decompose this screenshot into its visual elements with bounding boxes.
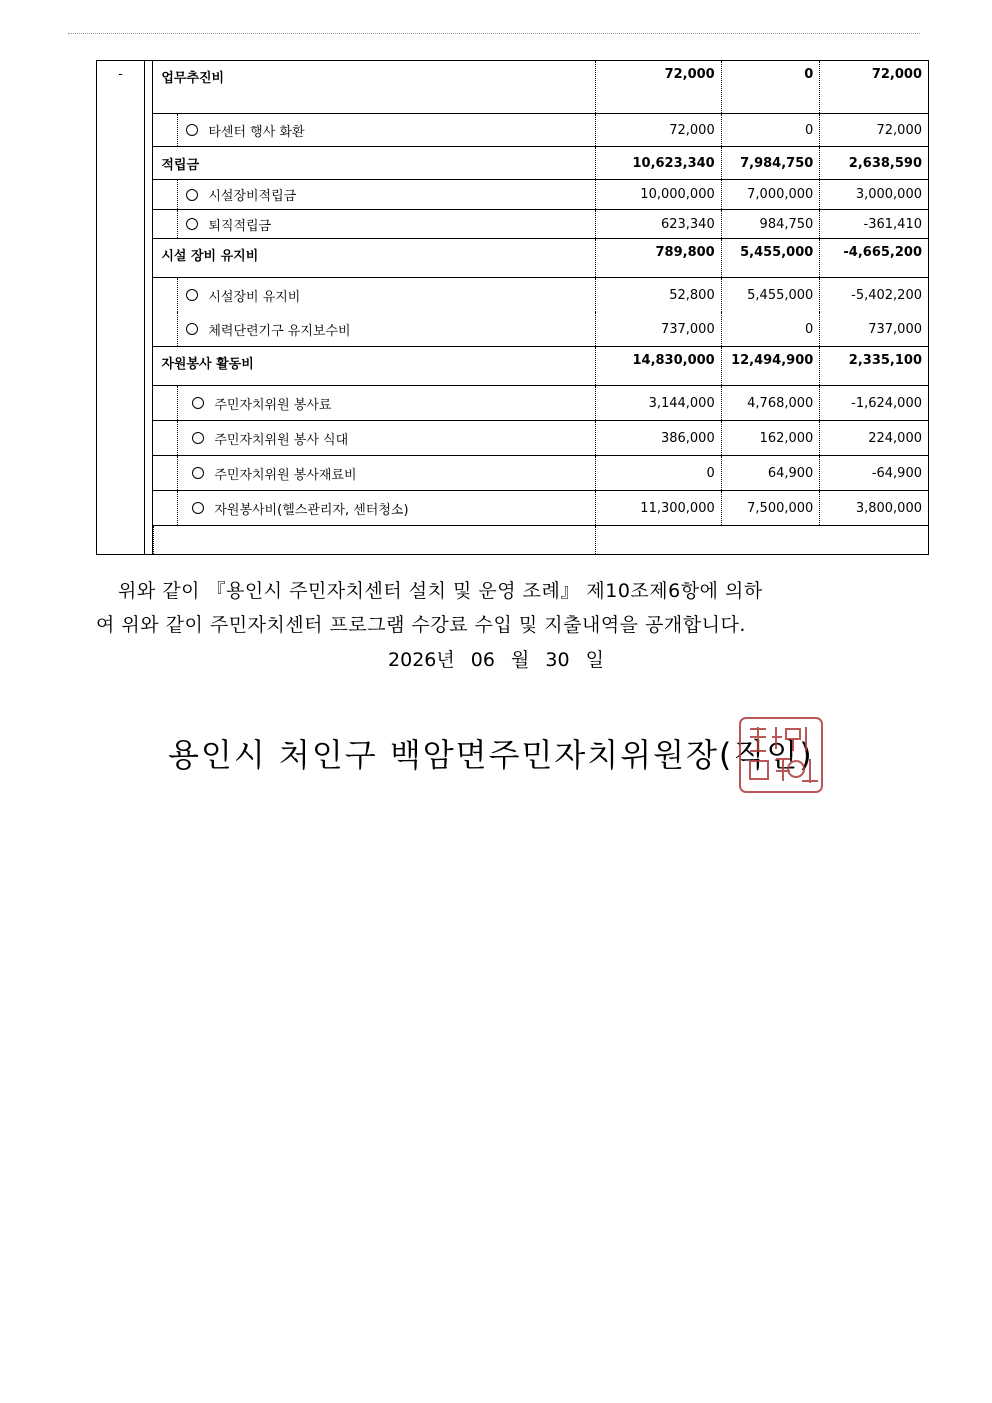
column-gap bbox=[145, 61, 153, 555]
value-2: 984,750 bbox=[721, 210, 820, 239]
value-3: -64,900 bbox=[820, 456, 929, 491]
value-1: 10,623,340 bbox=[595, 147, 721, 180]
value-1: 52,800 bbox=[595, 278, 721, 313]
item-name: 퇴직적립금 bbox=[208, 218, 272, 234]
value-3: 2,638,590 bbox=[820, 147, 929, 180]
table-row-item bbox=[97, 386, 929, 421]
table-row-item bbox=[97, 491, 929, 526]
empty-cell bbox=[153, 526, 596, 555]
table-row-item bbox=[97, 421, 929, 456]
table-row-item bbox=[97, 312, 929, 347]
value-1: 789,800 bbox=[595, 239, 721, 278]
item-name: 업무추진비 bbox=[153, 61, 596, 114]
seal-glyph-strokes bbox=[750, 727, 818, 783]
value-2: 64,900 bbox=[721, 456, 820, 491]
item-cell bbox=[153, 421, 596, 456]
value-1: 737,000 bbox=[595, 312, 721, 347]
value-3: 72,000 bbox=[820, 114, 929, 147]
table-row-item bbox=[97, 456, 929, 491]
item-cell bbox=[153, 491, 596, 526]
item-cell bbox=[153, 312, 596, 347]
value-2: 162,000 bbox=[721, 421, 820, 456]
value-2: 7,000,000 bbox=[721, 180, 820, 210]
empty-cell bbox=[820, 526, 929, 555]
value-1: 0 bbox=[595, 456, 721, 491]
signature-line: 용인시 처인구 백암면주민자치위원장(직인) bbox=[168, 736, 814, 774]
circle-bullet-icon bbox=[192, 502, 204, 514]
value-2: 5,455,000 bbox=[721, 278, 820, 313]
value-1: 3,144,000 bbox=[595, 386, 721, 421]
top-dotted-rule bbox=[68, 33, 920, 34]
item-cell bbox=[153, 456, 596, 491]
value-3: -4,665,200 bbox=[820, 239, 929, 278]
circle-bullet-icon bbox=[186, 323, 198, 335]
circle-bullet-icon bbox=[192, 432, 204, 444]
value-2: 4,768,000 bbox=[721, 386, 820, 421]
value-1: 11,300,000 bbox=[595, 491, 721, 526]
value-3: -361,410 bbox=[820, 210, 929, 239]
circle-bullet-icon bbox=[186, 289, 198, 301]
value-2: 0 bbox=[721, 61, 820, 114]
item-cell bbox=[153, 114, 596, 147]
item-name: 타센터 행사 화환 bbox=[208, 124, 305, 140]
empty-cell bbox=[595, 526, 721, 555]
value-2: 0 bbox=[721, 114, 820, 147]
value-1: 386,000 bbox=[595, 421, 721, 456]
notice-line-2: 여 위와 같이 주민자치센터 프로그램 수강료 수입 및 지출내역을 공개합니다. bbox=[96, 614, 746, 636]
item-cell bbox=[153, 180, 596, 210]
value-1: 72,000 bbox=[595, 114, 721, 147]
value-2: 12,494,900 bbox=[721, 347, 820, 386]
item-name: 주민자치위원 봉사 식대 bbox=[214, 432, 349, 448]
value-2: 0 bbox=[721, 312, 820, 347]
value-1: 10,000,000 bbox=[595, 180, 721, 210]
table-row-category bbox=[97, 61, 929, 114]
item-name: 시설 장비 유지비 bbox=[153, 239, 596, 278]
notice-line-1: 위와 같이 『용인시 주민자치센터 설치 및 운영 조례』 제10조제6항에 의하 bbox=[118, 580, 763, 602]
value-3: 3,800,000 bbox=[820, 491, 929, 526]
value-1: 14,830,000 bbox=[595, 347, 721, 386]
item-name: 자원봉사 활동비 bbox=[153, 347, 596, 386]
item-cell bbox=[153, 386, 596, 421]
item-name: 주민자치위원 봉사료 bbox=[214, 397, 332, 413]
value-1: 623,340 bbox=[595, 210, 721, 239]
value-3: 737,000 bbox=[868, 321, 922, 337]
circle-bullet-icon bbox=[186, 218, 198, 230]
section-marker: - bbox=[97, 61, 145, 555]
item-name: 시설장비 유지비 bbox=[208, 289, 301, 305]
empty-cell bbox=[721, 526, 820, 555]
item-name: 체력단련기구 유지보수비 bbox=[208, 323, 351, 339]
table-row-category bbox=[97, 147, 929, 180]
circle-bullet-icon bbox=[192, 397, 204, 409]
value-3: 224,000 bbox=[820, 421, 929, 456]
table-row-item bbox=[97, 278, 929, 313]
disclosure-notice bbox=[96, 574, 926, 642]
item-name: 자원봉사비(헬스관리자, 센터청소) bbox=[214, 502, 409, 518]
table-row-category bbox=[97, 239, 929, 278]
value-1: 72,000 bbox=[595, 61, 721, 114]
official-seal-stamp bbox=[736, 715, 826, 795]
table-row-item bbox=[97, 114, 929, 147]
value-2: 7,500,000 bbox=[721, 491, 820, 526]
value-3: 3,000,000 bbox=[820, 180, 929, 210]
circle-bullet-icon bbox=[192, 467, 204, 479]
item-name: 주민자치위원 봉사재료비 bbox=[214, 467, 357, 483]
item-name: 적립금 bbox=[153, 147, 596, 180]
value-3: -1,624,000 bbox=[820, 386, 929, 421]
value-2: 7,984,750 bbox=[721, 147, 820, 180]
table-row-category bbox=[97, 347, 929, 386]
item-cell bbox=[153, 210, 596, 239]
table-row-empty bbox=[97, 526, 929, 555]
value-3: -5,402,200 bbox=[820, 278, 929, 313]
table-row-item bbox=[97, 180, 929, 210]
circle-bullet-icon bbox=[186, 189, 198, 201]
document-date: 2026년 06 월 30 일 bbox=[388, 649, 604, 671]
value-2: 5,455,000 bbox=[721, 239, 820, 278]
value-3: 72,000 bbox=[871, 67, 922, 82]
item-name: 시설장비적립금 bbox=[208, 189, 297, 204]
budget-table bbox=[96, 60, 929, 555]
item-cell bbox=[153, 278, 596, 313]
circle-bullet-icon bbox=[186, 124, 198, 136]
table-row-item bbox=[97, 210, 929, 239]
value-3: 2,335,100 bbox=[820, 347, 929, 386]
